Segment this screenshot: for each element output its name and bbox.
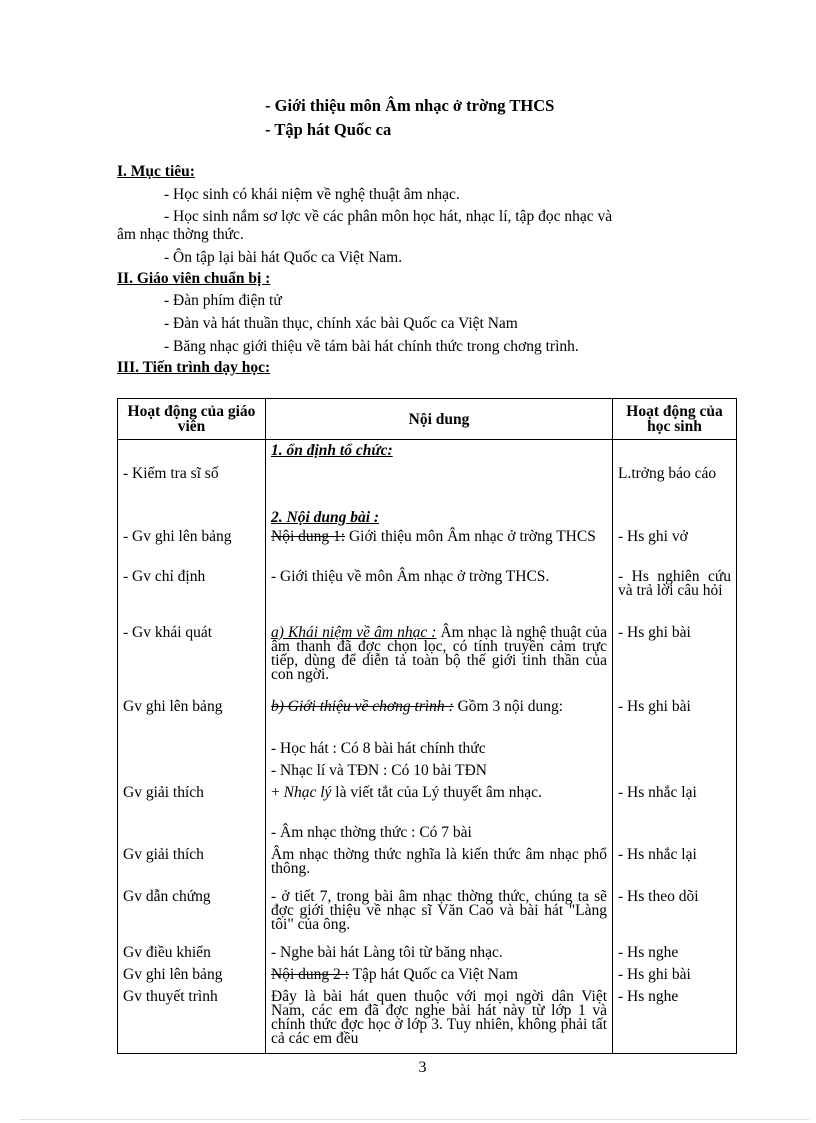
content-text: Tập hát Quốc ca Việt Nam (348, 965, 518, 983)
content-text: Âm nhạc là nghệ thuật của âm thanh đã đợc chọn lọc, có tính truyền cảm trực tiếp, dùng để diễn tả toàn bộ thế giới tinh thần của con ngời. (271, 623, 608, 683)
content-cell: - ở tiết 7, trong bài âm nhạc thờng thức, chúng ta sẽ đợc giới thiệu về nhạc sĩ Văn Cao và bài hát "Làng tôi" của ông. (266, 890, 613, 946)
teacher-cell: - Gv chỉ định (118, 570, 266, 626)
teacher-cell: Gv thuyết trình (118, 990, 266, 1054)
objective-item: - Ôn tập lại bài hát Quốc ca Việt Nam. (164, 249, 403, 266)
table-row (118, 530, 737, 570)
section-heading-preparation: II. Giáo viên chuẩn bị : (117, 270, 271, 287)
content-cell (266, 965, 613, 990)
table-row (118, 626, 737, 700)
teacher-cell: - Gv khái quát (118, 626, 266, 700)
table-row (118, 968, 737, 990)
content-label: b) Giới thiệu về chơng trình : (271, 697, 454, 715)
table-row (118, 890, 737, 946)
table-row (118, 990, 737, 1054)
content-cell: Âm nhạc thờng thức nghĩa là kiến thức âm nhạc phổ thông. (266, 848, 613, 890)
teacher-cell: Gv dẫn chứng (118, 890, 266, 946)
student-cell: - Hs nhắc lại (613, 848, 737, 890)
teacher-cell: Gv giải thích (118, 848, 266, 890)
student-cell: - Hs nghe (613, 990, 737, 1054)
table-row (118, 946, 737, 968)
content-cell: - Giới thiệu về môn Âm nhạc ở trờng THCS. (266, 570, 613, 626)
table-row (118, 508, 737, 530)
table-row (118, 700, 737, 742)
table-row (118, 764, 737, 786)
page-number: 3 (418, 1059, 427, 1076)
content-cell: - Nhạc lí và TĐN : Có 10 bài TĐN (266, 764, 613, 786)
objective-item-continued: âm nhạc thờng thức. (117, 226, 244, 243)
lesson-table (117, 398, 737, 1054)
preparation-item: - Đàn phím điện tử (164, 292, 282, 309)
student-cell: L.trởng báo cáo (613, 464, 737, 508)
title-line-1: - Giới thiệu môn Âm nhạc ở trờng THCS (265, 96, 555, 115)
content-text: Gồm 3 nội dung: (453, 697, 564, 715)
content-label: a) Khái niệm về âm nhạc : (271, 623, 437, 641)
teacher-cell: - Gv ghi lên bảng (118, 530, 266, 570)
table-row (118, 826, 737, 848)
content-heading: 2. Nội dung bài : (271, 508, 380, 526)
preparation-item: - Băng nhạc giới thiệu về tám bài hát chính thức trong chơng trình. (164, 338, 579, 355)
content-text: + (271, 783, 284, 801)
content-text: Giới thiệu môn Âm nhạc ở trờng THCS (345, 527, 596, 545)
student-cell: - Hs nghe (613, 946, 737, 968)
teacher-cell: Gv giải thích (118, 786, 266, 826)
student-cell: - Hs nhắc lại (613, 786, 737, 826)
student-cell: - Hs ghi bài (613, 626, 737, 700)
header-content: Nội dung (266, 399, 613, 440)
content-cell: - Âm nhạc thờng thức : Có 7 bài (266, 826, 613, 848)
content-cell (266, 783, 613, 826)
teacher-cell: Gv ghi lên bảng (118, 700, 266, 742)
student-cell: - Hs ghi bài (613, 968, 737, 990)
section-heading-procedure: III. Tiến trình dạy học: (117, 359, 271, 376)
table-row (118, 440, 737, 464)
table-row (118, 786, 737, 826)
content-cell: - Nghe bài hát Làng tôi từ băng nhạc. (266, 946, 613, 968)
teacher-cell: Gv ghi lên bảng (118, 968, 266, 990)
section-heading-objectives: I. Mục tiêu: (117, 163, 195, 180)
header-teacher-activity: Hoạt động của giáo viên (118, 399, 266, 440)
content-cell: Đây là bài hát quen thuộc với mọi ngời dân Việt Nam, các em đã đợc nghe bài hát này từ lớp 1 và chính thức đợc học ở lớp 3. Tuy nhiên, không phải tất cả các em đều (266, 990, 613, 1054)
content-cell (266, 623, 613, 700)
student-cell: - Hs nghiên cứu và trả lời câu hỏi (613, 570, 737, 626)
table-row (118, 464, 737, 508)
title-line-2: - Tập hát Quốc ca (265, 120, 392, 139)
content-italic: Nhạc lý (283, 783, 332, 801)
student-cell: - Hs theo dõi (613, 890, 737, 946)
content-text: là viết tắt của Lý thuyết âm nhạc. (331, 783, 542, 801)
content-cell (266, 527, 613, 570)
content-cell: - Học hát : Có 8 bài hát chính thức (266, 742, 613, 764)
teacher-cell: Gv điều khiển (118, 946, 266, 968)
header-student-activity: Hoạt động của học sinh (613, 399, 737, 440)
content-label: Nội dung 2 : (271, 965, 349, 983)
table-row (118, 570, 737, 626)
content-heading: 1. ổn định tổ chức: (271, 442, 393, 459)
content-label: Nội dung 1: (271, 527, 346, 545)
page-footer-divider (20, 1119, 810, 1120)
teacher-cell: - Kiểm tra sĩ số (118, 464, 266, 508)
preparation-item: - Đàn và hát thuần thục, chính xác bài Quốc ca Việt Nam (164, 315, 518, 332)
table-row (118, 742, 737, 764)
table-row (118, 848, 737, 890)
objective-item: - Học sinh nắm sơ lợc về các phân môn học hát, nhạc lí, tập đọc nhạc và (164, 208, 613, 225)
student-cell: - Hs ghi vở (613, 530, 737, 570)
objective-item: - Học sinh có khái niệm về nghệ thuật âm nhạc. (164, 186, 460, 203)
student-cell: - Hs ghi bài (613, 700, 737, 742)
content-cell (266, 697, 613, 742)
